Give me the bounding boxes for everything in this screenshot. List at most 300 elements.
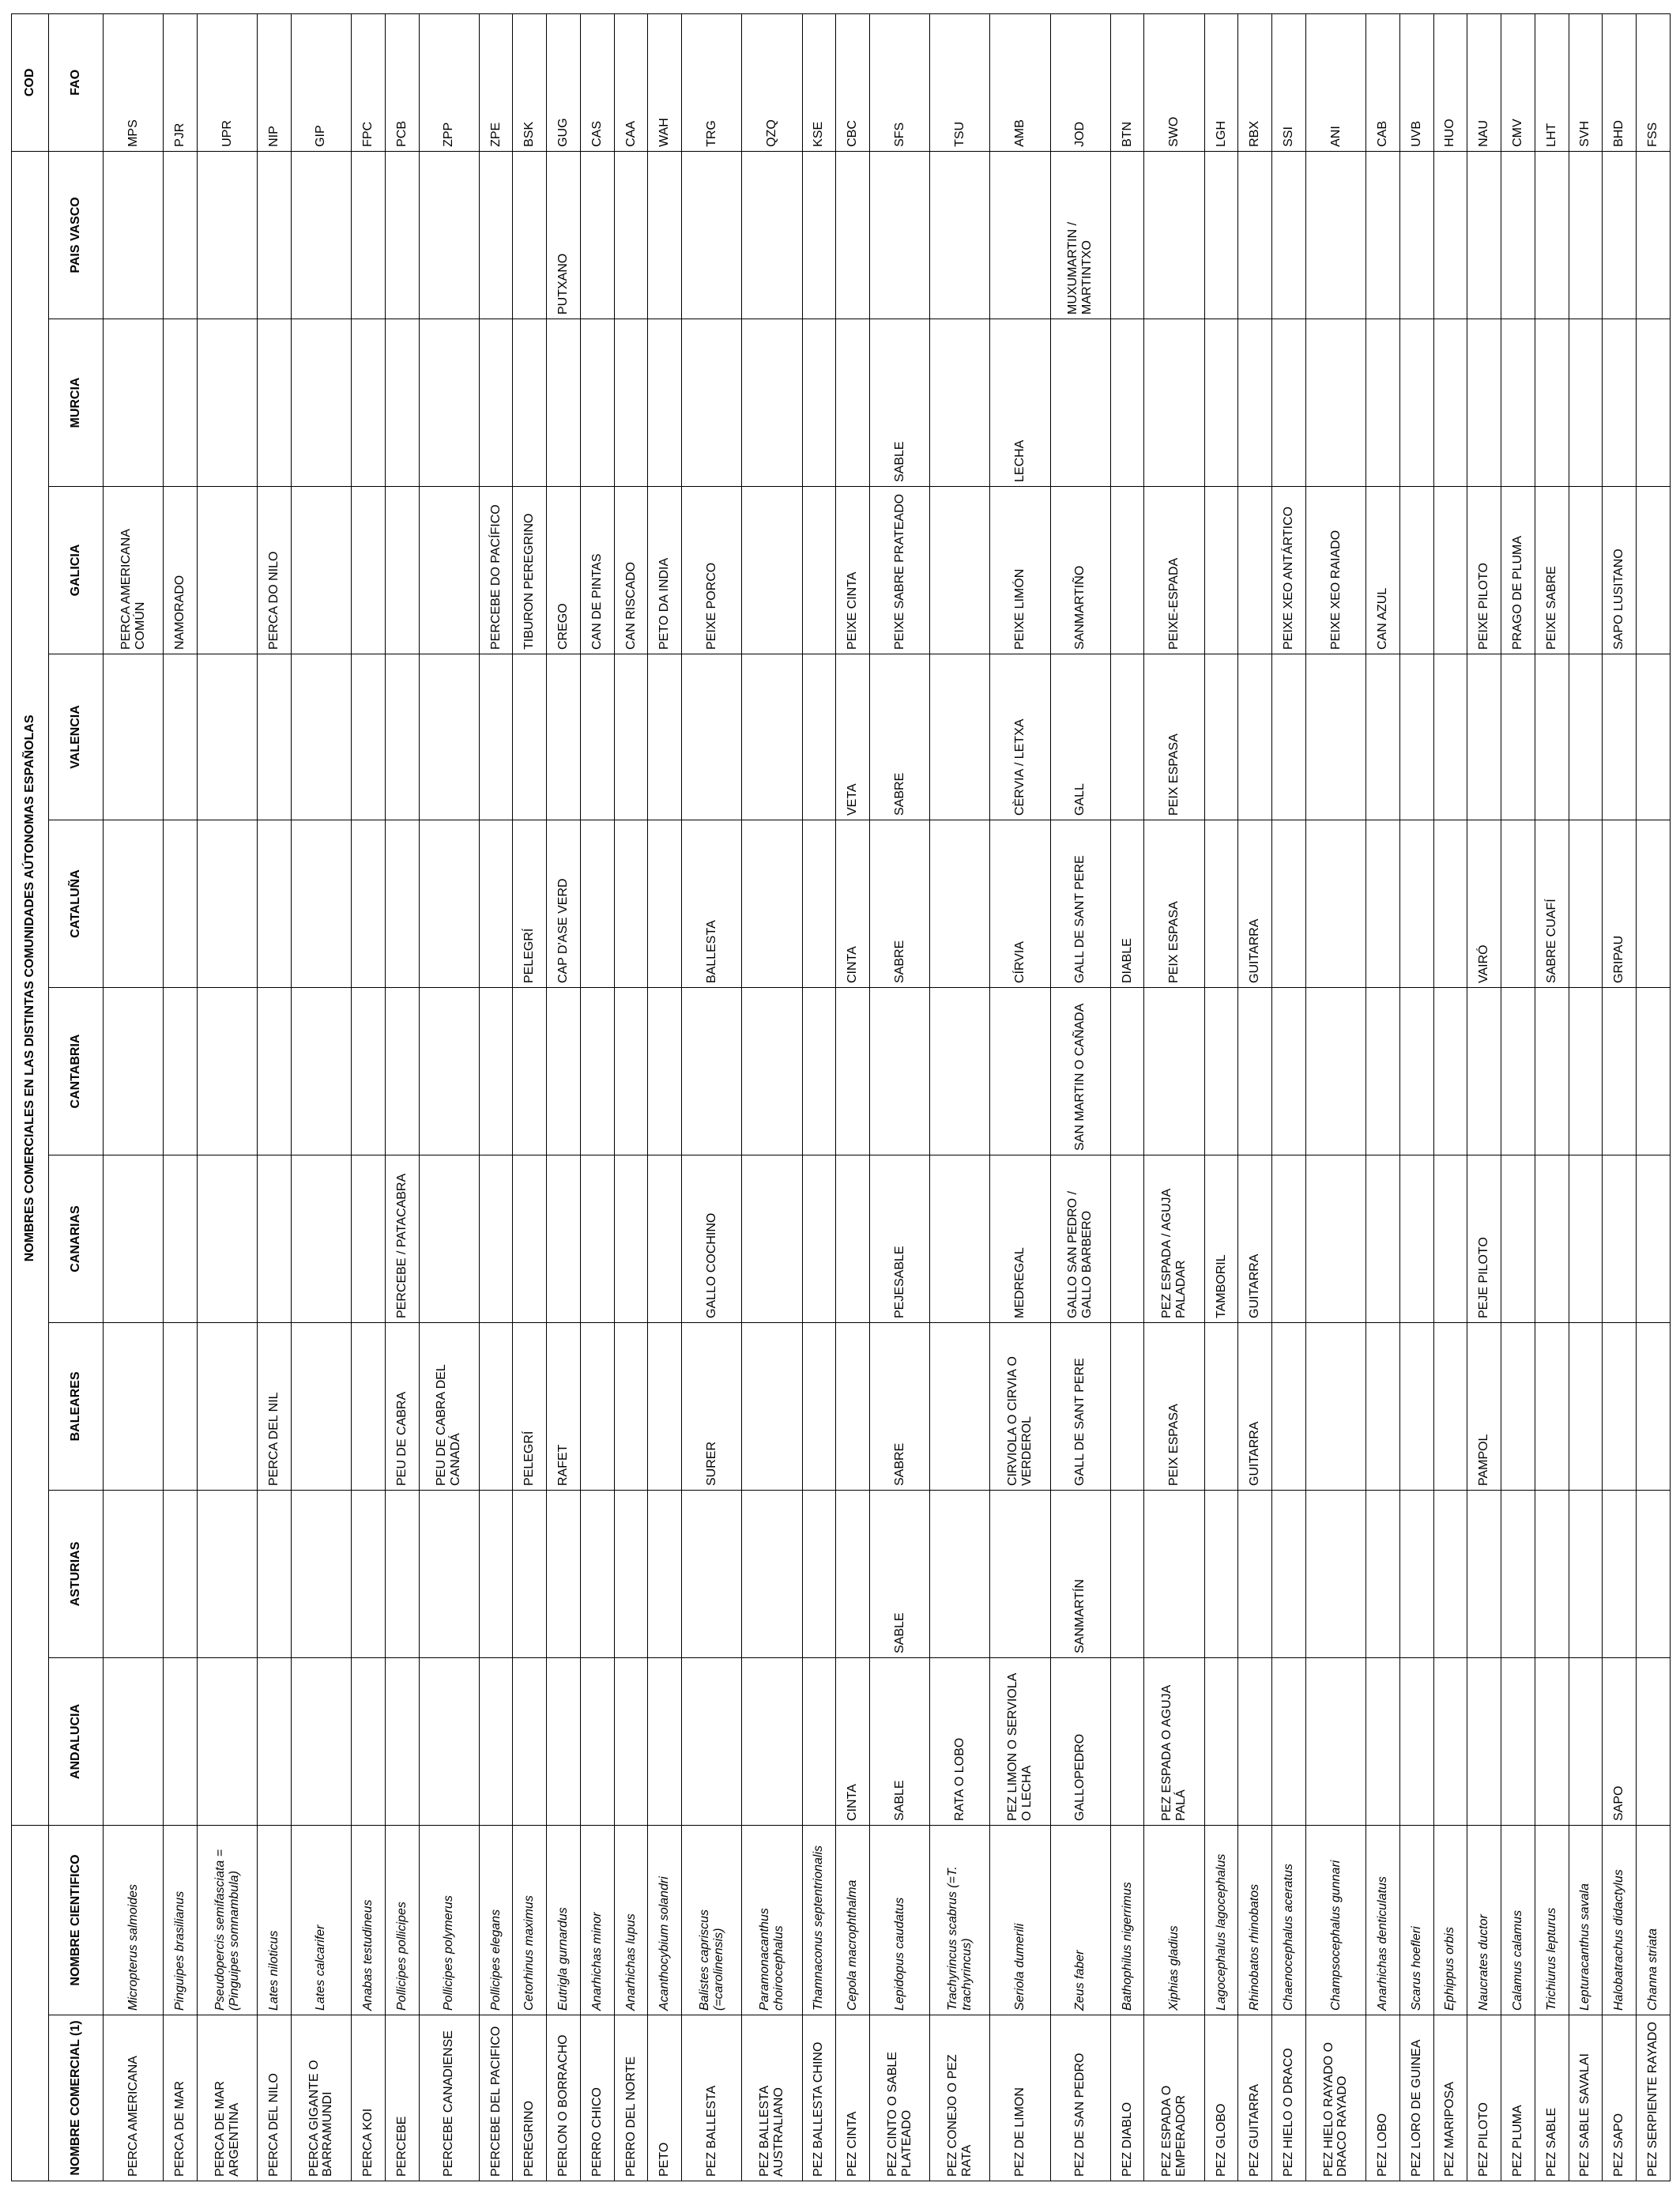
cell-cataluna [1305, 820, 1365, 988]
cell-andalucia [1569, 1658, 1603, 1826]
cell-valencia [930, 654, 990, 820]
col-header-andalucia: ANDALUCIA [49, 1658, 104, 1826]
table-row [352, 13, 386, 2181]
cell-baleares: SURER [682, 1323, 742, 1491]
cell-andalucia [580, 1658, 614, 1826]
cell-canarias: MEDREGAL [990, 1155, 1050, 1323]
col-header-valencia: VALENCIA [49, 654, 104, 820]
cell-pais-vasco [352, 151, 386, 319]
cell-pais-vasco [1144, 151, 1204, 319]
cell-fao: SSI [1272, 13, 1306, 151]
cell-andalucia [1238, 1658, 1272, 1826]
cell-fao: QZQ [742, 13, 802, 151]
cell-pais-vasco [1433, 151, 1467, 319]
cell-andalucia [104, 1658, 164, 1826]
cell-asturias [513, 1491, 547, 1658]
cell-murcia [930, 319, 990, 487]
cell-fao: BHD [1603, 13, 1637, 151]
cell-baleares: SABRE [870, 1323, 930, 1491]
cell-common: PEZ LORO DE GUINEA [1399, 2015, 1433, 2181]
cell-fao: CAS [580, 13, 614, 151]
table-row [930, 13, 990, 2181]
cell-cataluna [419, 820, 479, 988]
cell-cataluna [479, 820, 513, 988]
cell-pais-vasco [1399, 151, 1433, 319]
cell-valencia: CÈRVIA / LETXA [990, 654, 1050, 820]
cell-galicia: CAN AZUL [1366, 487, 1400, 654]
cell-asturias [291, 1491, 351, 1658]
cell-murcia [419, 319, 479, 487]
cell-canarias [1399, 1155, 1433, 1323]
table-row [1433, 13, 1467, 2181]
cell-cataluna [580, 820, 614, 988]
cell-cataluna: CINTA [836, 820, 870, 988]
cell-pais-vasco [930, 151, 990, 319]
table-row [1535, 13, 1569, 2181]
cell-baleares [291, 1323, 351, 1491]
cell-sci: Thamnaconus septentrionalis [802, 1826, 836, 2015]
cell-sci: Pollicipes polymerus [419, 1826, 479, 2015]
cell-sci: Anabas testudineus [352, 1826, 386, 2015]
cell-pais-vasco [614, 151, 648, 319]
cell-fao: UVB [1399, 13, 1433, 151]
cell-sci: Calamus calamus [1501, 1826, 1535, 2015]
cell-fao: SFS [870, 13, 930, 151]
cell-common: PEZ SABLE [1535, 2015, 1569, 2181]
cell-andalucia [164, 1658, 198, 1826]
cell-andalucia [258, 1658, 292, 1826]
cell-andalucia [547, 1658, 581, 1826]
table-row [104, 13, 164, 2181]
cell-baleares [352, 1323, 386, 1491]
cell-pais-vasco [990, 151, 1050, 319]
cell-valencia [1433, 654, 1467, 820]
cell-common: PEZ CINTA [836, 2015, 870, 2181]
cell-baleares [614, 1323, 648, 1491]
cell-fao: RBX [1238, 13, 1272, 151]
cell-valencia [802, 654, 836, 820]
cell-common: PEZ BALLESTA [682, 2015, 742, 2181]
cell-pais-vasco [258, 151, 292, 319]
cell-murcia [836, 319, 870, 487]
cell-cantabria [197, 988, 257, 1155]
cell-galicia [1110, 487, 1144, 654]
table-row [1272, 13, 1306, 2181]
cell-common: PEZ PILOTO [1467, 2015, 1501, 2181]
cell-andalucia: PEZ LIMON O SERVIOLA O LECHA [990, 1658, 1050, 1826]
cell-pais-vasco [385, 151, 419, 319]
cell-sci: Lates niloticus [258, 1826, 292, 2015]
cell-murcia [1110, 319, 1144, 487]
cell-baleares [1399, 1323, 1433, 1491]
cell-canarias [1603, 1155, 1637, 1323]
cell-canarias [197, 1155, 257, 1323]
table-row [990, 13, 1050, 2181]
cell-andalucia [479, 1658, 513, 1826]
cell-cataluna: BALLESTA [682, 820, 742, 988]
cell-pais-vasco [1467, 151, 1501, 319]
cell-cataluna: PEIX ESPASA [1144, 820, 1204, 988]
cell-cataluna [197, 820, 257, 988]
cell-cataluna [930, 820, 990, 988]
cell-andalucia: CINTA [836, 1658, 870, 1826]
table-row [1204, 13, 1238, 2181]
cell-valencia [742, 654, 802, 820]
cell-baleares: PEU DE CABRA [385, 1323, 419, 1491]
cell-cataluna [1204, 820, 1238, 988]
cell-baleares [648, 1323, 682, 1491]
cell-andalucia [1399, 1658, 1433, 1826]
cell-andalucia [742, 1658, 802, 1826]
cell-valencia [580, 654, 614, 820]
cell-andalucia: RATA O LOBO [930, 1658, 990, 1826]
cell-galicia [419, 487, 479, 654]
cell-asturias: SANMARTÍN [1050, 1491, 1110, 1658]
cell-andalucia [291, 1658, 351, 1826]
cell-cantabria [419, 988, 479, 1155]
table-row [580, 13, 614, 2181]
cell-murcia [385, 319, 419, 487]
table-row [479, 13, 513, 2181]
cell-fao: LGH [1204, 13, 1238, 151]
cell-sci: Lepidopus caudatus [870, 1826, 930, 2015]
cell-common: PEZ BALLESTA CHINO [802, 2015, 836, 2181]
cell-canarias: PEJE PILOTO [1467, 1155, 1501, 1323]
cell-baleares [930, 1323, 990, 1491]
cell-baleares [164, 1323, 198, 1491]
cell-fao: FSS [1637, 13, 1671, 151]
cell-murcia [1637, 319, 1671, 487]
cell-andalucia: SAPO [1603, 1658, 1637, 1826]
cell-baleares [1637, 1323, 1671, 1491]
cell-asturias [1366, 1491, 1400, 1658]
cell-common: PEZ GLOBO [1204, 2015, 1238, 2181]
cell-andalucia [513, 1658, 547, 1826]
cell-andalucia [648, 1658, 682, 1826]
cell-baleares [1305, 1323, 1365, 1491]
cell-pais-vasco [104, 151, 164, 319]
cell-murcia: LECHA [990, 319, 1050, 487]
cell-common: PETO [648, 2015, 682, 2181]
cell-valencia [291, 654, 351, 820]
cell-asturias [258, 1491, 292, 1658]
cell-common: PEZ SAPO [1603, 2015, 1637, 2181]
table-row [1501, 13, 1535, 2181]
cell-common: PERCA AMERICANA [104, 2015, 164, 2181]
cell-murcia [1272, 319, 1306, 487]
cell-common: PEZ HIELO RAYADO O DRACO RAYADO [1305, 2015, 1365, 2181]
cell-valencia [1569, 654, 1603, 820]
cell-sci: Champsocephalus gunnari [1305, 1826, 1365, 2015]
table-row [547, 13, 581, 2181]
cell-pais-vasco [1603, 151, 1637, 319]
cell-fao: KSE [802, 13, 836, 151]
cell-valencia: SABRE [870, 654, 930, 820]
cell-valencia [1366, 654, 1400, 820]
cell-cataluna [1366, 820, 1400, 988]
cell-canarias [291, 1155, 351, 1323]
table-row [870, 13, 930, 2181]
cell-valencia [1535, 654, 1569, 820]
table-row [419, 13, 479, 2181]
cell-cataluna [614, 820, 648, 988]
cell-asturias [352, 1491, 386, 1658]
cell-asturias [1501, 1491, 1535, 1658]
cell-canarias [614, 1155, 648, 1323]
cell-baleares [1110, 1323, 1144, 1491]
cell-cataluna: CAP D'ASE VERD [547, 820, 581, 988]
cell-galicia: PEIXE-ESPADA [1144, 487, 1204, 654]
cell-canarias [547, 1155, 581, 1323]
cell-valencia [1603, 654, 1637, 820]
cell-pais-vasco [742, 151, 802, 319]
cell-andalucia: PEZ ESPADA O AGUJA PALÁ [1144, 1658, 1204, 1826]
cell-pais-vasco [164, 151, 198, 319]
cell-asturias [547, 1491, 581, 1658]
cell-canarias [1272, 1155, 1306, 1323]
cell-valencia [164, 654, 198, 820]
cell-valencia [419, 654, 479, 820]
cell-cantabria [1272, 988, 1306, 1155]
cell-asturias [648, 1491, 682, 1658]
cell-cataluna [1272, 820, 1306, 988]
cell-murcia [258, 319, 292, 487]
cell-cantabria [870, 988, 930, 1155]
cell-cantabria [614, 988, 648, 1155]
cell-baleares: PERCA DEL NIL [258, 1323, 292, 1491]
cell-sci: Pseudopercis semifasciata =(Pinguipes somnambula) [197, 1826, 257, 2015]
cell-pais-vasco: PUTXANO [547, 151, 581, 319]
cell-cantabria [104, 988, 164, 1155]
cell-asturias [197, 1491, 257, 1658]
cell-cantabria [682, 988, 742, 1155]
cell-pais-vasco: MUXUMARTIN / MARTINTXO [1050, 151, 1110, 319]
cell-valencia [648, 654, 682, 820]
cell-common: PERCA DEL NILO [258, 2015, 292, 2181]
cell-baleares [197, 1323, 257, 1491]
col-header-asturias: ASTURIAS [49, 1491, 104, 1658]
cell-common: PERRO DEL NORTE [614, 2015, 648, 2181]
cell-galicia: PETO DA INDIA [648, 487, 682, 654]
cell-sci: Balistes capriscus (=carolinensis) [682, 1826, 742, 2015]
cell-murcia: SABLE [870, 319, 930, 487]
cell-galicia [385, 487, 419, 654]
cell-asturias [1433, 1491, 1467, 1658]
cell-sci: Cepola macrophthalma [836, 1826, 870, 2015]
cell-common: PEZ CINTO O SABLE PLATEADO [870, 2015, 930, 2181]
cell-pais-vasco [836, 151, 870, 319]
cell-cantabria [1366, 988, 1400, 1155]
cell-galicia [1433, 487, 1467, 654]
cell-common: PEREGRINO [513, 2015, 547, 2181]
cell-cataluna: CÍRVIA [990, 820, 1050, 988]
cell-fao: SWO [1144, 13, 1204, 151]
cell-pais-vasco [1110, 151, 1144, 319]
cell-pais-vasco [419, 151, 479, 319]
cell-asturias [1144, 1491, 1204, 1658]
cell-canarias: TAMBORIL [1204, 1155, 1238, 1323]
cell-valencia [1110, 654, 1144, 820]
table-row [802, 13, 836, 2181]
cell-fao: CAA [614, 13, 648, 151]
cell-canarias: GALLO SAN PEDRO / GALLO BARBERO [1050, 1155, 1110, 1323]
cell-sci: Acanthocybium solandri [648, 1826, 682, 2015]
cell-sci: Rhinobatos rhinobatos [1238, 1826, 1272, 2015]
cell-cataluna: PELEGRÍ [513, 820, 547, 988]
commercial-names-table [11, 13, 1671, 2181]
cell-cantabria [648, 988, 682, 1155]
cell-andalucia [1501, 1658, 1535, 1826]
cell-galicia: CAN RISCADO [614, 487, 648, 654]
cell-murcia [1305, 319, 1365, 487]
cell-cataluna: SABRE [870, 820, 930, 988]
cell-galicia: SANMARTIÑO [1050, 487, 1110, 654]
cell-baleares: CIRVIOLA O CIRVIA O VERDEROL [990, 1323, 1050, 1491]
cell-murcia [1535, 319, 1569, 487]
cell-galicia [1399, 487, 1433, 654]
cell-canarias [580, 1155, 614, 1323]
table-row [742, 13, 802, 2181]
cell-common: PEZ PLUMA [1501, 2015, 1535, 2181]
cell-cataluna: DIABLE [1110, 820, 1144, 988]
cell-sci: Ephippus orbis [1433, 1826, 1467, 2015]
cell-pais-vasco [802, 151, 836, 319]
cell-baleares [1272, 1323, 1306, 1491]
cell-valencia [1204, 654, 1238, 820]
cell-fao: LHT [1535, 13, 1569, 151]
cell-baleares [1569, 1323, 1603, 1491]
cell-common: PEZ SERPIENTE RAYADO [1637, 2015, 1671, 2181]
cell-andalucia [1433, 1658, 1467, 1826]
cell-baleares: PEU DE CABRA DEL CANADÁ [419, 1323, 479, 1491]
cell-andalucia [614, 1658, 648, 1826]
cell-canarias [1110, 1155, 1144, 1323]
cell-canarias [1569, 1155, 1603, 1323]
cell-common: PEZ SABLE SAVALAI [1569, 2015, 1603, 2181]
cell-andalucia [385, 1658, 419, 1826]
cell-asturias [930, 1491, 990, 1658]
table-row [1144, 13, 1204, 2181]
cell-valencia [513, 654, 547, 820]
cell-cantabria [164, 988, 198, 1155]
cell-galicia [742, 487, 802, 654]
cell-sci: Trichiurus lepturus [1535, 1826, 1569, 2015]
cell-fao: GUG [547, 13, 581, 151]
cell-andalucia [1204, 1658, 1238, 1826]
cell-galicia: PEIXE PORCO [682, 487, 742, 654]
cell-cataluna [385, 820, 419, 988]
cell-baleares [1535, 1323, 1569, 1491]
cell-murcia [1366, 319, 1400, 487]
table-row [1366, 13, 1400, 2181]
cell-cataluna: GRIPAU [1603, 820, 1637, 988]
cell-common: PERLON O BORRACHO [547, 2015, 581, 2181]
cell-galicia: PEIXE SABRE PRATEADO [870, 487, 930, 654]
cell-andalucia [197, 1658, 257, 1826]
cell-cataluna [1501, 820, 1535, 988]
cell-andalucia [1305, 1658, 1365, 1826]
cell-cantabria [352, 988, 386, 1155]
cell-galicia: PEIXE SABRE [1535, 487, 1569, 654]
cell-andalucia [682, 1658, 742, 1826]
cell-galicia [802, 487, 836, 654]
cell-galicia [1569, 487, 1603, 654]
cell-cantabria [291, 988, 351, 1155]
cell-galicia: PERCEBE DO PACÍFICO [479, 487, 513, 654]
cell-sci: Channa striata [1637, 1826, 1671, 2015]
cell-asturias [419, 1491, 479, 1658]
cell-baleares [742, 1323, 802, 1491]
cell-galicia: CREGO [547, 487, 581, 654]
cell-common: PEZ CONEJO O PEZ RATA [930, 2015, 990, 2181]
cell-fao: GIP [291, 13, 351, 151]
cell-galicia: PEIXE XEO RAIADO [1305, 487, 1365, 654]
cell-fao: MPS [104, 13, 164, 151]
cell-murcia [1144, 319, 1204, 487]
cell-asturias [104, 1491, 164, 1658]
cell-cantabria [1305, 988, 1365, 1155]
cell-canarias [258, 1155, 292, 1323]
cell-galicia: PEIXE CINTA [836, 487, 870, 654]
cell-galicia: TIBURON PEREGRINO [513, 487, 547, 654]
cell-canarias [164, 1155, 198, 1323]
cell-asturias [385, 1491, 419, 1658]
cell-cantabria [1603, 988, 1637, 1155]
cell-sci: Cetorhinus maximus [513, 1826, 547, 2015]
cell-baleares: PAMPOL [1467, 1323, 1501, 1491]
cell-murcia [104, 319, 164, 487]
cell-canarias [104, 1155, 164, 1323]
cell-baleares: PELEGRÍ [513, 1323, 547, 1491]
cell-common: PERCEBE CANADIENSE [419, 2015, 479, 2181]
cell-sci: Micropterus salmoides [104, 1826, 164, 2015]
cell-baleares [802, 1323, 836, 1491]
cell-common: PEZ HIELO O DRACO [1272, 2015, 1306, 2181]
cell-baleares [479, 1323, 513, 1491]
cell-galicia: CAN DE PINTAS [580, 487, 614, 654]
cell-asturias [479, 1491, 513, 1658]
cell-asturias [1603, 1491, 1637, 1658]
cell-cantabria [1204, 988, 1238, 1155]
cell-galicia [291, 487, 351, 654]
cell-canarias: PERCEBE / PATACABRA [385, 1155, 419, 1323]
cell-galicia: PEIXE PILOTO [1467, 487, 1501, 654]
table-row [648, 13, 682, 2181]
cell-andalucia: GALLOPEDRO [1050, 1658, 1110, 1826]
table-row [1467, 13, 1501, 2181]
cell-canarias [513, 1155, 547, 1323]
cell-murcia [742, 319, 802, 487]
table-row [1050, 13, 1110, 2181]
cell-murcia [547, 319, 581, 487]
cell-murcia [1204, 319, 1238, 487]
cell-galicia: PRAGO DE PLUMA [1501, 487, 1535, 654]
cell-cataluna [1569, 820, 1603, 988]
cell-asturias [1272, 1491, 1306, 1658]
cell-cantabria [1501, 988, 1535, 1155]
cell-galicia [930, 487, 990, 654]
cell-cantabria [258, 988, 292, 1155]
cell-murcia [1603, 319, 1637, 487]
cell-cataluna [258, 820, 292, 988]
cell-galicia: SAPO LUSITANO [1603, 487, 1637, 654]
cell-valencia [104, 654, 164, 820]
cell-valencia [258, 654, 292, 820]
col-header-pais-vasco: PAIS VASCO [49, 151, 104, 319]
cell-cataluna [291, 820, 351, 988]
table-row [385, 13, 419, 2181]
cell-baleares [1433, 1323, 1467, 1491]
